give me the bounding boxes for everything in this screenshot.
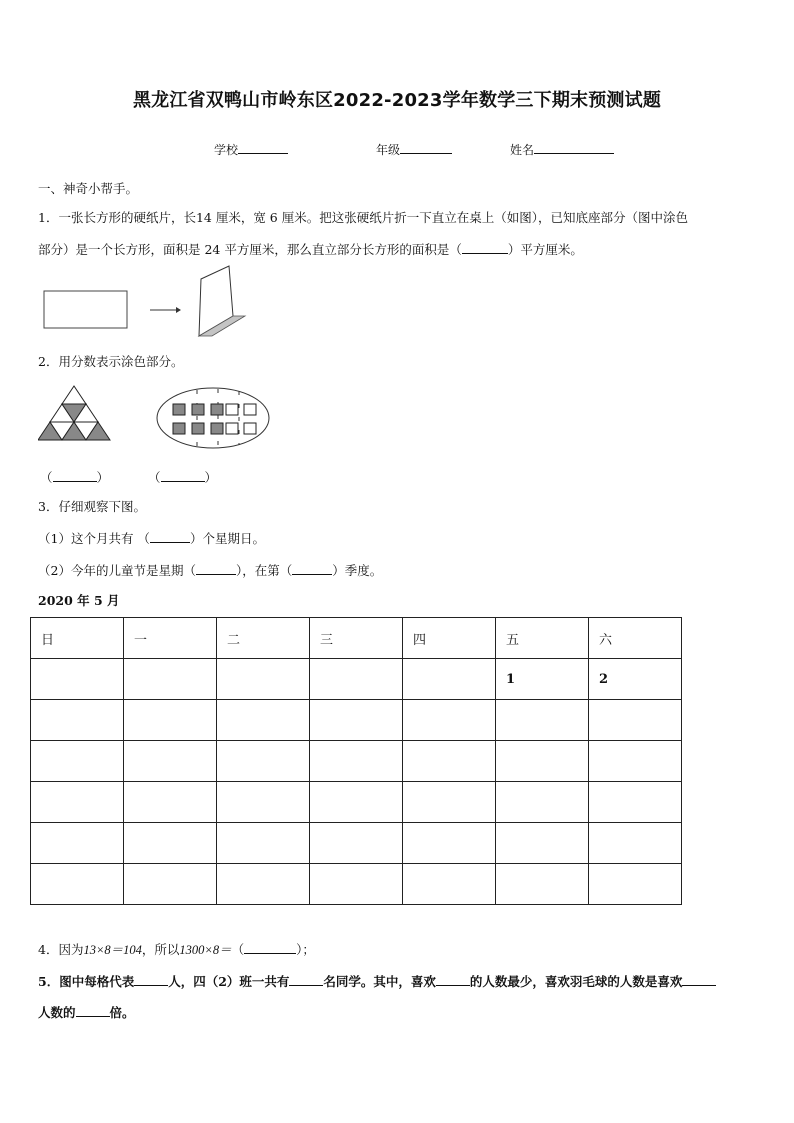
date-cell[interactable] — [124, 782, 217, 823]
paren-open: （ — [40, 470, 53, 485]
q5-line2 — [38, 1004, 135, 1021]
q1-line1: 1．一张长方形的硬纸片，长14 厘米，宽 6 厘米。把这张硬纸片折一下直立在桌上（如图），已知底座部分（图中涂色 — [38, 210, 688, 225]
calendar-table — [30, 617, 682, 905]
q3-sub2-blank-1[interactable] — [196, 562, 236, 575]
date-cell[interactable] — [310, 782, 403, 823]
date-cell[interactable] — [589, 823, 682, 864]
triangle-figure — [38, 383, 114, 455]
date-cell[interactable] — [217, 782, 310, 823]
q5-blank-1[interactable] — [134, 973, 168, 986]
q5-line1 — [38, 973, 716, 990]
calendar-row — [31, 700, 682, 741]
date-cell[interactable] — [403, 741, 496, 782]
date-cell[interactable] — [124, 823, 217, 864]
q4-text-d: ）； — [296, 942, 315, 957]
q5-blank-4[interactable] — [682, 973, 716, 986]
q4-text-c: （ — [231, 942, 245, 957]
date-cell: 1 — [496, 659, 589, 700]
paren-open: （ — [148, 470, 161, 485]
weekday-cell: 一 — [124, 618, 217, 659]
school-field — [214, 141, 288, 158]
date-cell[interactable] — [217, 823, 310, 864]
date-cell[interactable] — [124, 741, 217, 782]
calendar-row — [31, 782, 682, 823]
date-cell[interactable] — [496, 823, 589, 864]
date-cell — [403, 659, 496, 700]
q4-text-b: ，所以 — [141, 942, 180, 957]
q5-text-b: 人，四（2）班一共有 — [168, 974, 290, 989]
q3-sub2-a: （2）今年的儿童节是星期（ — [38, 563, 196, 578]
q2-blank-left[interactable] — [53, 469, 97, 482]
date-cell — [124, 659, 217, 700]
date-cell[interactable] — [496, 700, 589, 741]
q1-text-a: 部分）是一个长方形，面积是 24 平方厘米，那么直立部分长方形的面积是（ — [38, 242, 462, 257]
date-cell[interactable] — [124, 700, 217, 741]
grade-field — [376, 141, 452, 158]
q5-text-e: 人数的 — [38, 1005, 76, 1020]
q4-expr1: 13×8＝104 — [83, 943, 142, 957]
date-cell[interactable] — [403, 823, 496, 864]
q2-answer-right — [148, 468, 217, 486]
square-shaded — [192, 404, 204, 415]
square-shaded — [192, 423, 204, 434]
name-label: 姓名 — [510, 143, 535, 157]
name-field — [510, 141, 614, 158]
weekday-cell: 日 — [31, 618, 124, 659]
date-cell[interactable] — [31, 700, 124, 741]
square-shaded — [211, 423, 223, 434]
q3-sub2-b: ），在第（ — [235, 563, 293, 578]
q1-line2 — [38, 241, 583, 258]
date-cell[interactable] — [217, 864, 310, 905]
square-shaded — [173, 404, 185, 415]
date-cell[interactable] — [310, 864, 403, 905]
tri-up-1 — [62, 386, 86, 404]
q3-sub1-a: （1）这个月共有 （ — [38, 531, 150, 546]
calendar-row — [31, 864, 682, 905]
weekday-cell: 六 — [589, 618, 682, 659]
date-cell[interactable] — [403, 782, 496, 823]
school-label: 学校 — [214, 143, 239, 157]
date-cell[interactable] — [31, 741, 124, 782]
weekday-cell: 五 — [496, 618, 589, 659]
q2-text: 2．用分数表示涂色部分。 — [38, 354, 184, 369]
q1-answer-blank[interactable] — [462, 241, 508, 254]
date-cell[interactable] — [217, 741, 310, 782]
q2-answer-left — [40, 468, 109, 486]
q4-answer-blank[interactable] — [244, 941, 296, 954]
date-cell — [310, 659, 403, 700]
q5-text-f: 倍。 — [109, 1005, 135, 1020]
q4-line — [38, 941, 315, 958]
arrow-head-icon — [176, 307, 181, 313]
date-cell[interactable] — [496, 741, 589, 782]
q3-sub1 — [38, 530, 265, 547]
name-blank[interactable] — [534, 141, 614, 154]
q5-text-c: 名同学。其中，喜欢 — [323, 974, 436, 989]
square-empty — [226, 404, 238, 415]
date-cell: 2 — [589, 659, 682, 700]
page-title: 黑龙江省双鸭山市岭东区2022-2023学年数学三下期末预测试题 — [132, 90, 662, 111]
date-cell[interactable] — [124, 864, 217, 905]
date-cell[interactable] — [589, 782, 682, 823]
q5-blank-2[interactable] — [289, 973, 323, 986]
grade-blank[interactable] — [400, 141, 452, 154]
school-blank[interactable] — [238, 141, 288, 154]
calendar-header-row — [31, 618, 682, 659]
date-cell[interactable] — [310, 700, 403, 741]
date-cell[interactable] — [403, 864, 496, 905]
date-cell[interactable] — [496, 782, 589, 823]
q3-text: 3．仔细观察下图。 — [38, 499, 146, 514]
section-heading: 一、神奇小帮手。 — [38, 181, 139, 196]
q5-blank-5[interactable] — [76, 1004, 110, 1017]
date-cell[interactable] — [31, 823, 124, 864]
q2-blank-right[interactable] — [161, 469, 205, 482]
q3-sub2 — [38, 562, 382, 579]
date-cell[interactable] — [403, 700, 496, 741]
square-empty — [244, 423, 256, 434]
date-cell[interactable] — [310, 823, 403, 864]
q5-text-d: 的人数最少，喜欢羽毛球的人数是喜欢 — [469, 974, 683, 989]
calendar-row — [31, 823, 682, 864]
date-cell[interactable] — [496, 864, 589, 905]
paren-close: ） — [96, 470, 110, 485]
date-cell[interactable] — [589, 864, 682, 905]
square-empty — [244, 404, 256, 415]
calendar-row — [31, 741, 682, 782]
square-shaded — [173, 423, 185, 434]
q4-text-a: 4．因为 — [38, 942, 84, 957]
date-cell — [31, 659, 124, 700]
grade-label: 年级 — [376, 143, 401, 157]
ellipse-outline — [157, 388, 269, 448]
q3-sub2-c: ）季度。 — [332, 563, 383, 578]
weekday-cell: 二 — [217, 618, 310, 659]
q5-blank-3[interactable] — [436, 973, 470, 986]
flat-card-rect — [44, 291, 127, 328]
date-cell[interactable] — [589, 741, 682, 782]
q4-expr2: 1300×8＝ — [179, 943, 232, 957]
date-cell[interactable] — [31, 782, 124, 823]
q3-sub1-b: ）个星期日。 — [189, 531, 265, 546]
weekday-cell: 三 — [310, 618, 403, 659]
square-empty — [226, 423, 238, 434]
q3-sub2-blank-2[interactable] — [292, 562, 332, 575]
date-cell[interactable] — [217, 700, 310, 741]
q1-text-b: ）平方厘米。 — [507, 242, 583, 257]
weekday-cell: 四 — [403, 618, 496, 659]
date-cell[interactable] — [589, 700, 682, 741]
date-cell[interactable] — [310, 741, 403, 782]
q3-sub1-blank[interactable] — [150, 530, 190, 543]
q5-text-a: 5．图中每格代表 — [38, 974, 135, 989]
calendar-caption: 2020 年 5 月 — [38, 593, 120, 608]
date-cell[interactable] — [31, 864, 124, 905]
calendar-row — [31, 659, 682, 700]
ellipse-figure — [155, 385, 275, 451]
q1-figure — [40, 264, 280, 344]
date-cell — [217, 659, 310, 700]
square-shaded — [211, 404, 223, 415]
paren-close: ） — [204, 470, 218, 485]
